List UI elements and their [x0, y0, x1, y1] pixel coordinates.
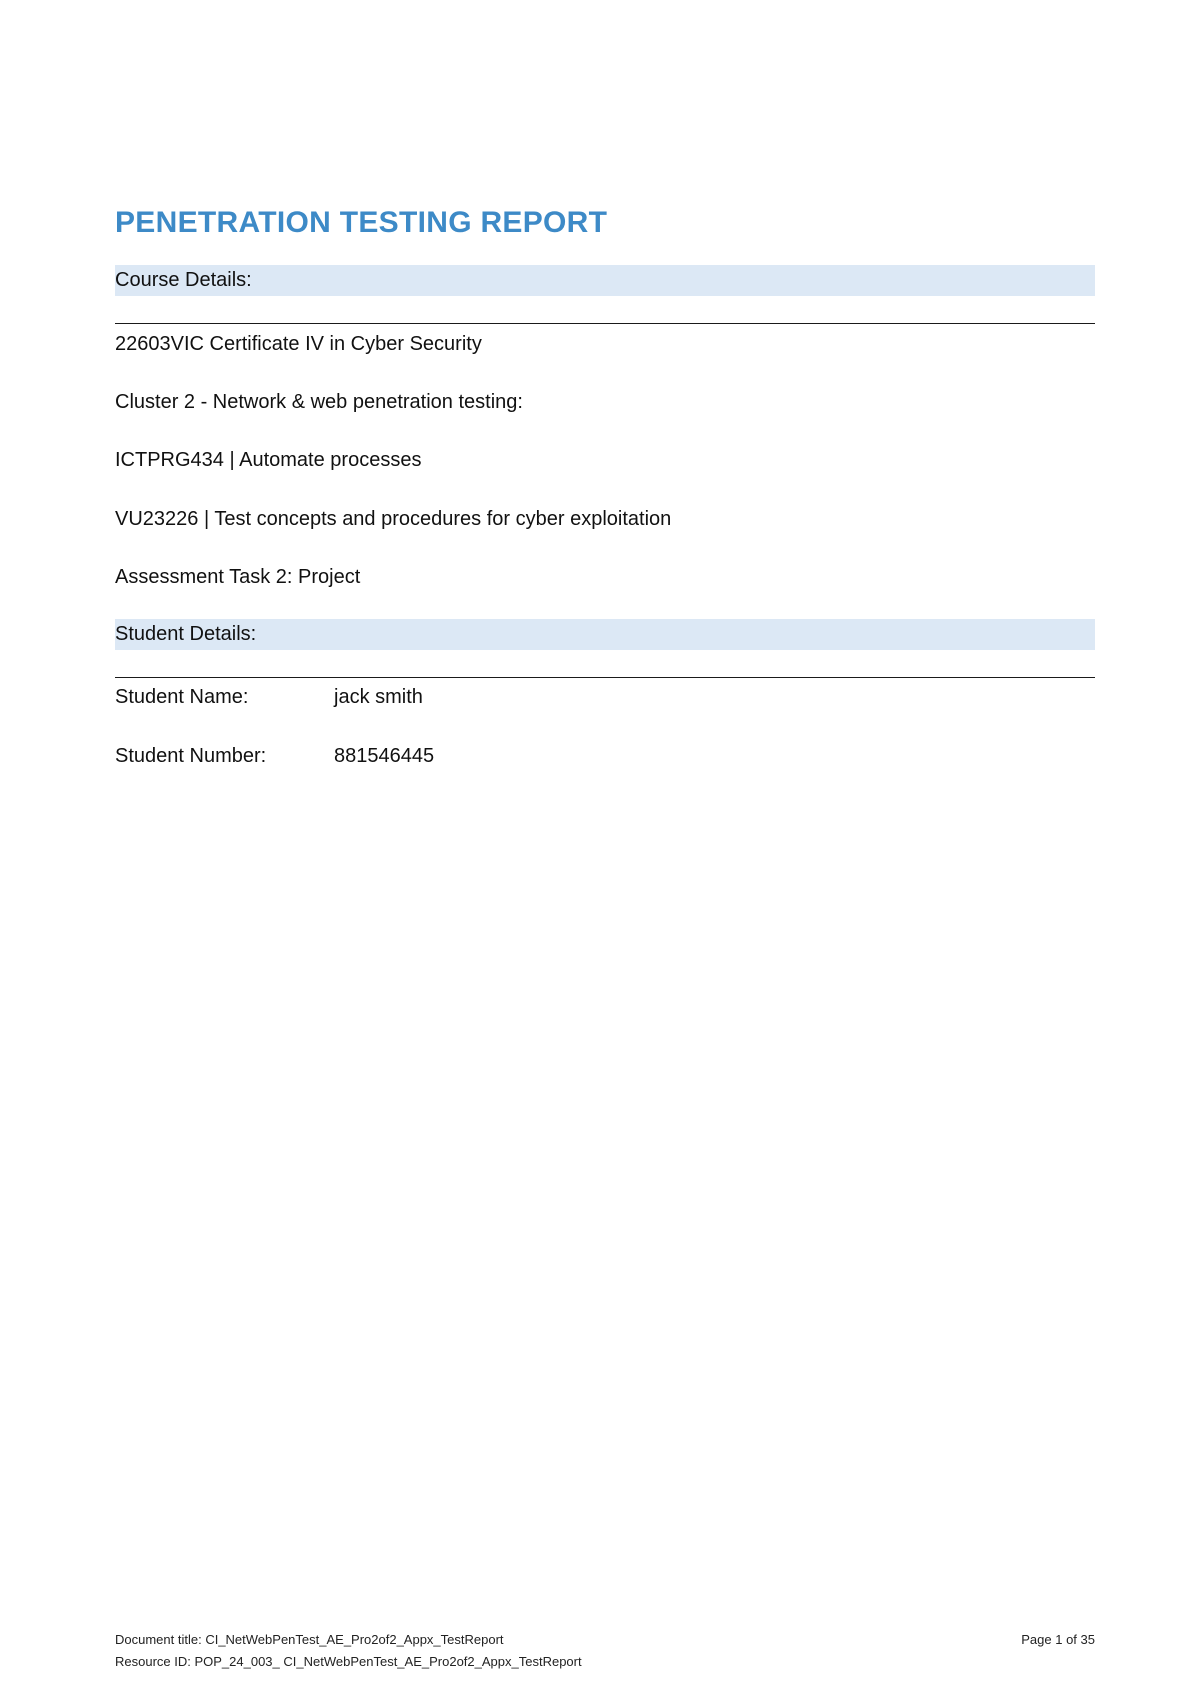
course-line-assessment-task: Assessment Task 2: Project	[115, 566, 361, 588]
page-title: PENETRATION TESTING REPORT	[115, 206, 608, 239]
course-line-cluster: Cluster 2 - Network & web penetration testing:	[115, 391, 523, 413]
footer-resource-id: Resource ID: POP_24_003_ CI_NetWebPenTest_AE_Pro2of2_Appx_TestReport	[115, 1654, 582, 1669]
course-details-divider	[115, 323, 1095, 324]
footer-page-number: Page 1 of 35	[1021, 1632, 1095, 1647]
student-number-value: 881546445	[334, 745, 435, 767]
course-details-heading	[115, 265, 1095, 296]
course-details-label: Course Details:	[115, 269, 252, 291]
student-details-heading	[115, 619, 1095, 650]
student-details-divider	[115, 677, 1095, 678]
student-details-label: Student Details:	[115, 623, 257, 645]
course-line-unit-vu23226: VU23226 | Test concepts and procedures for cyber exploitation	[115, 508, 672, 530]
course-line-qualification: 22603VIC Certificate IV in Cyber Security	[115, 333, 482, 355]
course-line-unit-ictprg434: ICTPRG434 | Automate processes	[115, 449, 422, 471]
footer-document-title: Document title: CI_NetWebPenTest_AE_Pro2of2_Appx_TestReport	[115, 1632, 504, 1647]
student-name-value: jack smith	[334, 686, 423, 708]
student-number-label: Student Number:	[115, 745, 267, 767]
student-name-label: Student Name:	[115, 686, 249, 708]
